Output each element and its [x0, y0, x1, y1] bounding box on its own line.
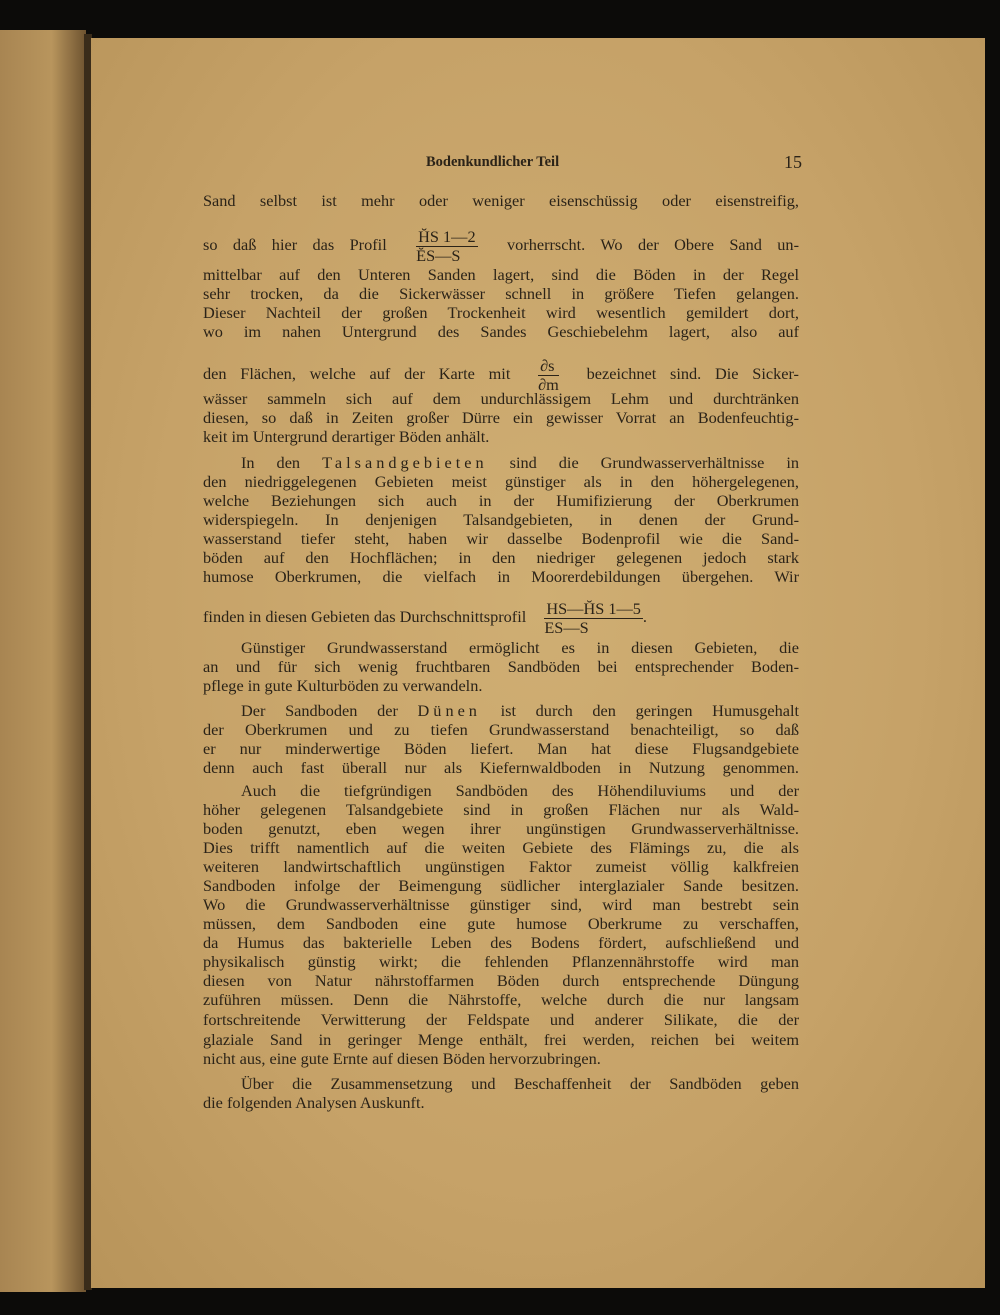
text-segment: fortschreitende Verwitterung der Feldspate und anderer Silikate, die der: [203, 1010, 799, 1029]
text-segment: humose Oberkrumen, die vielfach in Moorerdebildungen übergehen. Wir: [203, 567, 799, 586]
text-segment: glaziale Sand in geringer Menge enthält, frei werden, reichen bei weitem: [203, 1030, 799, 1049]
text-segment: der Oberkrumen und zu tiefen Grundwasserstand benachteiligt, so daß: [203, 720, 799, 739]
text-line: [203, 408, 799, 428]
formula-denominator: ∂m: [538, 375, 559, 394]
text-segment: denn auch fast überall nur als Kiefernwaldboden in Nutzung genommen.: [203, 758, 799, 777]
text-line: [203, 720, 799, 740]
formula-numerator: ∂s: [538, 357, 559, 376]
text-line-with-formula: [203, 227, 799, 265]
text-line: [203, 638, 799, 658]
text-line: [203, 389, 799, 409]
text-line: [203, 1093, 799, 1113]
text-line: [203, 952, 799, 972]
text-segment: sehr trocken, da die Sickerwässer schnell in größere Tiefen gelangen.: [203, 284, 799, 303]
text-line: [203, 990, 799, 1010]
text-segment: zuführen müssen. Denn die Nährstoffe, welche durch die nur langsam: [203, 990, 799, 1009]
formula-numerator: HS—H̆S 1—5: [546, 599, 641, 618]
text-line: [203, 1049, 799, 1069]
text-segment: widerspiegeln. In denjenigen Talsandgebieten, in denen der Grund-: [203, 510, 799, 529]
text-segment: an und für sich wenig fruchtbaren Sandböden bei entsprechender Boden-: [203, 657, 799, 676]
text-line: [203, 529, 799, 549]
text-segment: Wo die Grundwasserverhältnisse günstiger sind, wird man bestrebt sein: [203, 895, 799, 914]
text-line: [203, 758, 799, 778]
text-segment: physikalisch günstig wirkt; die fehlenden Pflanzennährstoffe wird man: [203, 952, 799, 971]
text-segment: wo im nahen Untergrund des Sandes Geschiebelehm lagert, also auf: [203, 322, 799, 341]
text-line: [203, 914, 799, 934]
text-segment: da Humus das bakterielle Leben des Bodens fördert, aufschließend und: [203, 933, 799, 952]
text-segment: die folgenden Analysen Auskunft.: [203, 1093, 425, 1112]
text-line: [203, 819, 799, 839]
text-segment: weiteren landwirtschaftlich ungünstigen Faktor zumeist völlig kalkfreien: [203, 857, 799, 876]
text-segment: welche Beziehungen sich auch in der Humifizierung der Oberkrumen: [203, 491, 799, 510]
text-line: [203, 1030, 799, 1050]
text-segment: .: [642, 607, 647, 627]
text-line: [203, 739, 799, 759]
text-segment: boden genutzt, eben wegen ihrer ungünstigen Grundwasserverhältnisse.: [203, 819, 799, 838]
text-segment: ist durch den geringen Humusgehalt: [500, 701, 800, 720]
text-segment: nicht aus, eine gute Ernte auf diesen Böden hervorzubringen.: [203, 1049, 601, 1068]
text-line: [203, 857, 799, 877]
text-segment: vorherrscht. Wo der Obere Sand un-: [507, 235, 799, 255]
text-line: [203, 1010, 799, 1030]
text-line: [203, 453, 799, 473]
text-line: [203, 548, 799, 568]
text-line: [203, 1074, 799, 1094]
text-line: [203, 491, 799, 511]
text-segment: so daß hier das Profil: [203, 235, 387, 255]
text-segment: Günstiger Grundwasserstand ermöglicht es in diesen Gebieten, die: [241, 638, 799, 657]
text-line: [203, 427, 799, 447]
text-segment: mittelbar auf den Unteren Sanden lagert, sind die Böden in der Regel: [203, 265, 799, 284]
text-segment: höher gelegenen Talsandgebiete sind in großen Flächen nur als Wald-: [203, 800, 799, 819]
running-header: Bodenkundlicher Teil: [426, 154, 560, 170]
text-segment: wässer sammeln sich auf dem undurchlässigem Lehm und durchtränken: [203, 389, 799, 408]
text-segment: Der Sandboden der: [241, 701, 398, 720]
text-segment: bezeichnet sind. Die Sicker-: [586, 364, 799, 384]
text-segment: keit im Untergrund derartiger Böden anhält.: [203, 427, 490, 446]
text-line: [203, 895, 799, 915]
formula-denominator: ĔS—S: [416, 246, 461, 265]
text-line: [203, 472, 799, 492]
text-line: [203, 838, 799, 858]
text-line: [203, 676, 799, 696]
text-line: [203, 781, 799, 801]
profile-formula: [416, 228, 477, 265]
formula-denominator: ES—S: [544, 618, 589, 637]
page-number: 15: [784, 152, 802, 172]
text-segment: den niedriggelegenen Gebieten meist günstiger als in den höhergelegenen,: [203, 472, 799, 491]
text-segment: Sand selbst ist mehr oder weniger eisenschüssig oder eisenstreifig,: [203, 191, 799, 210]
text-line: [203, 510, 799, 530]
text-segment: Dieser Nachteil der großen Trockenheit wird wesentlich gemildert dort,: [203, 303, 799, 322]
emphasized-term: Dünen: [417, 701, 481, 720]
text-segment: Dies trifft namentlich auf die weiten Gebiete des Flämings zu, die als: [203, 838, 799, 857]
text-segment: müssen, dem Sandboden eine gute humose Oberkrume zu verschaffen,: [203, 914, 799, 933]
text-segment: Sandboden infolge der Beimengung südlicher interglazialer Sande besitzen.: [203, 876, 799, 895]
text-line: [203, 303, 799, 323]
text-segment: diesen, so daß in Zeiten großer Dürre ein gewisser Vorrat an Bodenfeuchtig-: [203, 408, 799, 427]
text-line: [203, 876, 799, 896]
text-line: [203, 284, 799, 304]
text-line-with-formula: [203, 599, 799, 637]
text-segment: diesen von Natur nährstoffarmen Böden durch entsprechende Düngung: [203, 971, 799, 990]
text-segment: finden in diesen Gebieten das Durchschnittsprofil: [203, 607, 527, 627]
text-line: [203, 800, 799, 820]
text-segment: Über die Zusammensetzung und Beschaffenheit der Sandböden geben: [241, 1074, 799, 1093]
profile-formula: [544, 600, 643, 637]
text-segment: er nur minderwertige Böden liefert. Man hat diese Flugsandgebiete: [203, 739, 799, 758]
text-segment: pflege in gute Kulturböden zu verwandeln.: [203, 676, 483, 695]
text-line: [203, 701, 799, 721]
text-line: [203, 322, 799, 342]
text-segment: böden auf den Hochflächen; in den niedriger gelegenen jedoch stark: [203, 548, 799, 567]
facing-page-edge: [0, 30, 86, 1292]
text-line: [203, 265, 799, 285]
text-line-with-formula: [203, 356, 799, 394]
text-line: [203, 971, 799, 991]
formula-numerator: H̆S 1—2: [418, 227, 476, 246]
emphasized-term: Talsandgebieten: [322, 453, 488, 472]
text-segment: den Flächen, welche auf der Karte mit: [203, 364, 511, 384]
text-line: [203, 567, 799, 587]
text-line: [203, 191, 799, 211]
text-segment: Auch die tiefgründigen Sandböden des Höhendiluviums und der: [241, 781, 799, 800]
text-segment: In den: [241, 453, 301, 472]
text-segment: sind die Grundwasserverhältnisse in: [509, 453, 799, 472]
text-line: [203, 657, 799, 677]
text-segment: wasserstand tiefer steht, haben wir dasselbe Bodenprofil wie die Sand-: [203, 529, 799, 548]
text-line: [203, 933, 799, 953]
